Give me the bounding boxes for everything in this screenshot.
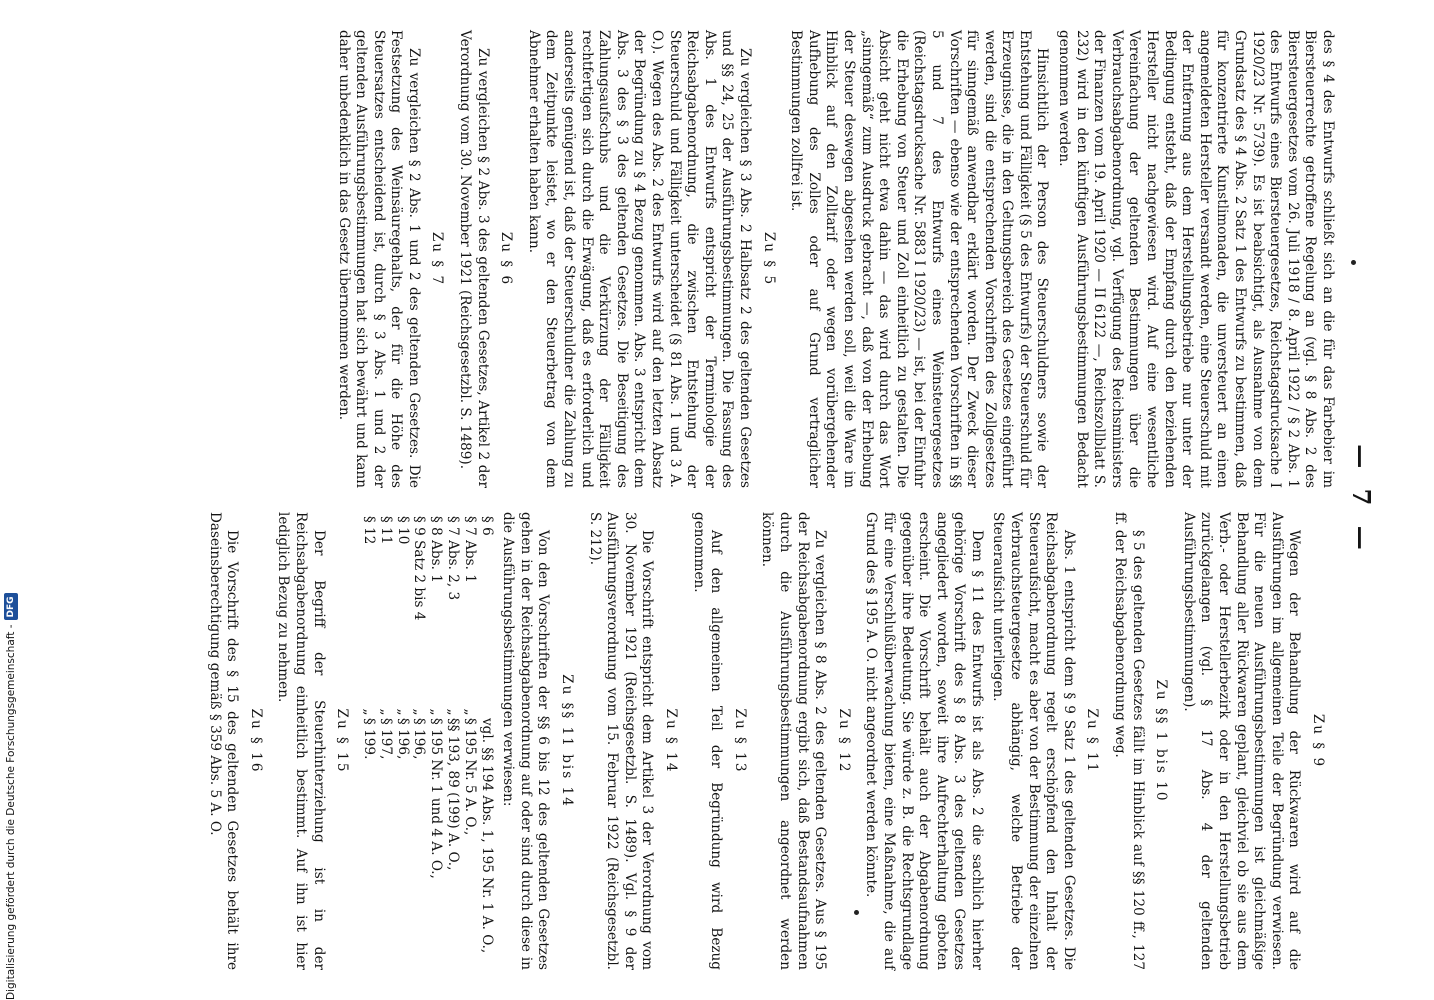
section-heading: Zu § 7 [429,231,446,287]
paragraph: Auf den allgemeinen Teil der Begründung wird Bezug genommen. [690,512,725,970]
reference-cell: „ [411,708,428,716]
paragraph: Der Begriff der Steuerhinterziehung ist in der Reichsabgabenordnung einheitlich bestimmt. Auf ihn ist hier lediglich Bezug zu nehmen. [275,512,327,970]
reference-row [377,512,394,970]
section-heading: Zu § 9 [1310,713,1326,769]
paragraph: Zu vergleichen § 2 Abs. 1 und 2 des geltenden Gesetzes. Die Festsetzung des Weinsäuregehalts, der für die Höhe des Steuersatzes entscheidend ist, durch § 3 Abs. 1 und 2 der geltenden Ausführungsbestimmungen hat sich bewährt und kann daher unbedenklich in das Gesetz übernommen werden. [335,30,422,488]
paragraph: § 5 des geltenden Gesetzes fällt im Hinblick auf §§ 120 ff., 127 ff. der Reichsabgabenordnung weg. [1112,512,1146,970]
credit-text: Digitalisierung gefördert durch die Deutsche Forschungsgemeinschaft - [5,624,17,1000]
reference-row [394,512,411,970]
paragraph: Die Vorschrift entspricht dem Artikel 3 der Verordnung vom 30. November 1921 (Reichsgesetzbl. S. 1489). Vgl. § 9 der Ausführungsverordnung vom 15. Februar 1922 (Reichsgesetzbl. S. 212). [586,512,656,970]
reference-cell: § 11 [377,516,394,545]
section-heading: Zu §§ 11 bis 14 [559,674,576,808]
reference-cell [478,706,495,718]
section-heading: Zu § 15 [334,708,351,774]
reference-cell: „ [445,708,462,716]
paragraph: Zu vergleichen § 3 Abs. 2 Halbsatz 2 des geltenden Gesetzes und §§ 24, 25 der Ausführungsbestimmungen. Die Fassung des Abs. 1 des Entwurfs entspricht der Terminologie der Reichsabgabenordnung, die zwischen Entstehung der Steuerschuld und Fälligkeit unterscheidet (§ 81 Abs. 1 und 3 A. O.). Wegen des Abs. 2 des Entwurfs wird auf den letzten Absatz der Begründung zu § 4 Bezug genommen. Abs. 3 entspricht dem Abs. 3 des § 3 des geltenden Gesetzes. Die Beseitigung des Zahlungsaufschubs und die Verkürzung der Fälligkeit rechtfertigen sich durch die Erwägung, daß es erforderlich und anderseits genügend ist, daß der Steuerschuldner die Zahlung zu dem Zeitpunkte leistet, wo er den Steuerbetrag von dem Abnehmer erhalten haben kann. [525,30,753,488]
section-heading: Zu § 12 [835,708,852,774]
reference-cell: „ [394,708,411,716]
digitization-credit [2,596,20,1000]
reference-cell: § 197, [377,718,394,760]
section-heading: Zu § 5 [760,231,777,287]
reference-cell: § 9 Satz 2 bis 4 [411,516,428,621]
reference-cell: § 196, [411,718,428,760]
section-heading: Zu § 16 [247,708,264,774]
left-column [330,30,1336,488]
paragraph: Dem § 11 des Entwurfs ist als Abs. 2 die sachlich hierher gehörige Vorschrift des § 8 Abs. 3 des geltenden Gesetzes angegliedert worden, soweit ihre Aufrechterhaltung geboten erscheint. Die Vorschrift behält auch der Abgabenordnung gegenüber ihre Bedeutung. Sie würde z. B. die Rechtsgrundlage für eine Verschlußüberwachung bieten, eine Maßnahme, die auf Grund des § 195 A. O. nicht angeordnet werden könnte. [863,512,985,970]
reference-row [461,512,478,970]
reference-cell: § 195 Nr. 5 A. O., [461,718,478,836]
paragraph: des § 4 des Entwurfs schließt sich an die für das Farbebier im Biersteuerrechte getroffene Regelung an (vgl. § 8 Abs. 2 des Biersteuergesetzes vom 26. Juli 1918 / 8. April 1922 / § 2 Abs. 1 des Entwurfs eines Biersteuergesetzes, Reichstagsdrucksache I 1920/23 Nr. 5739). Es ist beabsichtigt, als Ausnahme von dem Grundsatz des § 4 Abs. 2 Satz 1 des Entwurfs zu bestimmen, daß für konzentrierte Kunstlimonaden, die unversteuert an einen angemeldeten Hersteller versandt werden, eine Steuerschuld mit der Entfernung aus dem Herstellungsbetriebe nur unter der Bedingung entsteht, daß der Empfang durch den beziehenden Hersteller nicht nachgewiesen wird. Auf eine wesentliche Vereinfachung der geltenden Bestimmungen über die Verbrauchsabgabenordnung, vgl. Verfügung des Reichsministers der Finanzen vom 19. April 1920 — II 6122 —, Reichszollblatt S. 232) wird in den künftigen Ausführungsbestimmungen Bedacht genommen werden. [1056,30,1336,488]
reference-row [411,512,428,970]
section-heading: Zu §§ 1 bis 10 [1153,679,1170,803]
section-heading: Zu § 13 [731,708,748,774]
reference-cell: „ [361,708,378,716]
paragraph: Abs. 1 entspricht dem § 9 Satz 1 des geltenden Gesetzes. Die Reichsabgabenordnung regelt erschöpfend den Inhalt der Steueraufsicht, macht es aber von der Bestimmung der einzelnen Verbrauchsteuergesetze abhängig, welche Betriebe der Steueraufsicht unterliegen. [990,512,1077,970]
reference-cell: § 6 [478,516,495,536]
reference-cell: § 7 Abs. 1 [461,516,478,583]
paragraph: Die Vorschrift des § 15 des geltenden Gesetzes behält ihre Daseinsberechtigung gemäß § 359 Abs. 5 A. O. [206,512,241,970]
reference-cell: vgl. §§ 194 Abs. 1, 195 Nr. 1 A. O., [478,718,495,954]
dfg-logo: DFG [4,593,18,620]
page-number: — 7 — [1347,444,1376,556]
print-speck [1351,260,1356,265]
reference-cell: § 8 Abs. 1 [428,516,445,583]
reference-cell: „ [377,708,394,716]
paragraph: Zu vergleichen § 2 Abs. 3 des geltenden Gesetzes, Artikel 2 der Verordnung vom 30. November 1921 (Reichsgesetzbl. S. 1489). [457,30,491,488]
reference-row [478,512,495,970]
reference-cell: § 196, [394,718,411,760]
section-heading: Zu § 6 [498,231,515,287]
reference-row [427,512,444,970]
section-heading: Zu § 11 [1084,708,1101,774]
reference-cell: § 7 Abs. 2, 3 [445,516,462,601]
reference-row [444,512,461,970]
paragraph: Wegen der Behandlung der Rückwaren wird auf die Ausführungen im allgemeinen Teile der Begründung verwiesen. Für die neuen Ausführungsbestimmungen ist gleichmäßige Behandlung aller Rückwaren geplant, gleichviel ob sie aus dem Verb.- oder Herstellerbezirk oder in den Herstellungsbetrieb zurückgelangen (vgl. § 17 Abs. 4 der geltenden Ausführungsbestimmungen). [1180,512,1303,970]
right-column [201,512,1336,970]
paragraph: Hinsichtlich der Person des Steuerschuldners sowie der Entstehung und Fälligkeit (§ 5 des Entwurfs) der Steuerschuld für Erzeugnisse, die in den Geltungsbereich des Gesetzes eingeführt werden, sind die entsprechenden Vorschriften des Zollgesetzes für sinngemäß anwendbar erklärt worden. Der Zweck dieser Vorschriften — ebenso wie der entsprechenden Vorschriften in §§ 5 und 7 des Entwurfs eines Weinsteuergesetzes (Reichstagsdrucksache Nr. 5883 I 1920/23) — ist, bei der Einfuhr die Erhebung von Steuer und Zoll einheitlich zu gestalten. Die Absicht geht nicht etwa dahin — das wird durch das Wort „sinngemäß“ zum Ausdruck gebracht —, daß von der Erhebung der Steuer deswegen abgesehen werden soll, weil die Ware im Hinblick auf den Zolltarif oder wegen vorübergehender Aufhebung des Zolles oder auf Grund vertraglicher Bestimmungen zollfrei ist. [788,30,1051,488]
reference-cell: „ [428,708,445,716]
reference-cell: § 12 [361,516,378,545]
reference-cell: § 195 Nr. 1 und 4 A. O., [428,718,445,879]
reference-cell: § 10 [394,516,411,545]
reference-cell: § 199. [361,718,378,760]
reference-row [360,512,377,970]
paragraph: Von den Vorschriften der §§ 6 bis 12 des geltenden Gesetzes gehen in der Reichsabgabenordnung auf oder sind durch diese in die Ausführungsbestimmungen verwiesen: [500,512,552,970]
paragraph: Zu vergleichen § 8 Abs. 2 des geltenden Gesetzes. Aus § 195 der Reichsabgabenordnung ergibt sich, daß Bestandsaufnahmen durch die Ausführungsbestimmungen angeordnet werden können. [759,512,829,970]
section-heading: Zu § 14 [663,708,679,774]
reference-cell: „ [461,708,478,716]
reference-table [360,512,494,970]
reference-cell: §§ 193, 89 (199) A. O., [445,718,462,871]
